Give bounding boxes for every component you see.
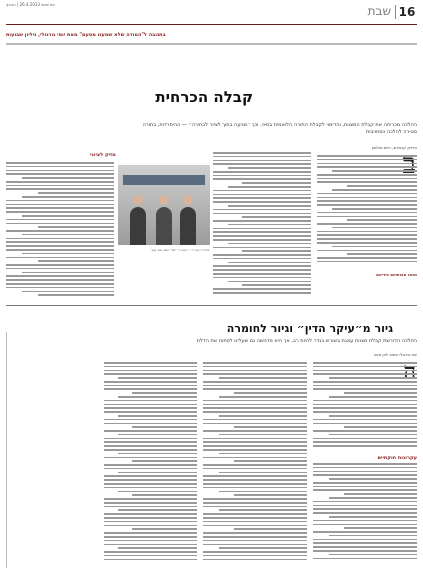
- text-line: [104, 445, 197, 447]
- text-line: [203, 419, 307, 421]
- text-line: [203, 475, 307, 477]
- text-line: [203, 373, 307, 375]
- text-line: [313, 370, 417, 372]
- text-line: [228, 262, 311, 264]
- text-line: [203, 502, 307, 504]
- text-line: [344, 392, 417, 394]
- text-line: [213, 277, 311, 279]
- text-line: [317, 166, 417, 168]
- text-line: [213, 254, 311, 256]
- text-line: [213, 273, 311, 275]
- text-line: [234, 426, 307, 428]
- text-line: [6, 188, 114, 190]
- text-line: [203, 385, 307, 387]
- text-line: [213, 239, 311, 241]
- text-line: [104, 388, 197, 390]
- text-line: [313, 546, 417, 548]
- text-line: [313, 438, 417, 440]
- article1-byline: אייזיק קרמרס, חיים סולמון: [371, 145, 417, 150]
- text-line: [347, 219, 417, 221]
- text-line: [203, 506, 307, 508]
- text-line: [104, 400, 197, 402]
- text-line: [104, 430, 197, 432]
- text-line: [213, 163, 311, 165]
- text-line: [329, 535, 417, 537]
- text-line: [317, 163, 417, 165]
- text-line: [213, 235, 311, 237]
- text-line: [213, 152, 311, 154]
- text-line: [104, 385, 197, 387]
- teaser-rule: [6, 43, 417, 45]
- text-line: [132, 392, 197, 394]
- text-line: [228, 224, 311, 226]
- text-line: [242, 284, 311, 286]
- text-line: [104, 532, 197, 534]
- text-line: [313, 362, 417, 364]
- text-line: [313, 489, 417, 491]
- text-line: [104, 506, 197, 508]
- photo-face: [159, 195, 169, 205]
- top-rule: [6, 24, 417, 25]
- text-line: [6, 211, 114, 213]
- text-line: [213, 220, 311, 222]
- article2-headline: גיור מ״עיקר הדין״ וגיור לחומרה: [226, 322, 393, 335]
- photo-face: [183, 195, 193, 205]
- text-line: [317, 261, 417, 263]
- text-line: [104, 475, 197, 477]
- text-line: [6, 283, 114, 285]
- text-line: [203, 370, 307, 372]
- header-divider: [395, 5, 396, 19]
- text-line: [104, 370, 197, 372]
- text-line: [317, 155, 417, 157]
- text-line: [203, 457, 307, 459]
- teaser-text: בתגובה ל"המודה שלא שמענו מטעם" מאת יוסי גורגולי, גיליון שבועות: [6, 32, 166, 38]
- text-line: [104, 521, 197, 523]
- text-line: [228, 186, 311, 188]
- text-line: [6, 223, 114, 225]
- text-line: [203, 555, 307, 557]
- text-line: [234, 392, 307, 394]
- text-line: [132, 494, 197, 496]
- text-line: [104, 498, 197, 500]
- text-line: [22, 215, 114, 217]
- text-line: [104, 407, 197, 409]
- text-line: [203, 487, 307, 489]
- text-line: [317, 193, 417, 195]
- text-line: [344, 493, 417, 495]
- side-column-label: מזיק לציוני: [90, 152, 116, 158]
- article1-deck: ההלכה מכריחה את קבלת המצוות, והדימוי לקבלת התורה הלאומית בסיני, וכך ״מגיעה בתוך לציור לבחירה״ — ההיפרדות, בתורה סטירה להלכה כמחויבות: [142, 122, 417, 135]
- text-line: [313, 385, 417, 387]
- text-line: [234, 528, 307, 530]
- text-line: [313, 524, 417, 526]
- text-line: [203, 468, 307, 470]
- article2-body-middle: [203, 362, 307, 568]
- text-line: [317, 174, 417, 176]
- text-line: [213, 258, 311, 260]
- text-line: [104, 525, 197, 527]
- article2-body-right-top: [313, 362, 417, 452]
- text-line: [104, 411, 197, 413]
- text-line: [6, 162, 114, 164]
- text-line: [317, 223, 417, 225]
- text-line: [313, 407, 417, 409]
- text-line: [329, 377, 417, 379]
- text-line: [213, 175, 311, 177]
- text-line: [219, 377, 307, 379]
- teaser-bar: [6, 30, 417, 40]
- text-line: [6, 249, 114, 251]
- text-line: [313, 430, 417, 432]
- text-line: [203, 438, 307, 440]
- text-line: [203, 411, 307, 413]
- text-line: [104, 381, 197, 383]
- text-line: [213, 292, 311, 294]
- text-line: [332, 170, 417, 172]
- article2-byline: יוסי גורגולי משיב לבן וזאב: [373, 352, 417, 357]
- text-line: [213, 194, 311, 196]
- text-line: [242, 250, 311, 252]
- text-line: [329, 396, 417, 398]
- text-line: [6, 181, 114, 183]
- text-line: [317, 212, 417, 214]
- text-line: [203, 362, 307, 364]
- text-line: [317, 200, 417, 202]
- text-line: [203, 400, 307, 402]
- text-line: [203, 521, 307, 523]
- text-line: [203, 536, 307, 538]
- text-line: [313, 471, 417, 473]
- text-line: [332, 208, 417, 210]
- text-line: [213, 190, 311, 192]
- text-line: [219, 453, 307, 455]
- text-line: [118, 434, 197, 436]
- text-line: [317, 204, 417, 206]
- text-line: [22, 234, 114, 236]
- text-line: [203, 407, 307, 409]
- text-line: [6, 275, 114, 277]
- text-line: [203, 445, 307, 447]
- text-line: [118, 491, 197, 493]
- text-line: [329, 478, 417, 480]
- text-line: [313, 542, 417, 544]
- text-line: [22, 253, 114, 255]
- text-line: [203, 544, 307, 546]
- article1-headline: קבלה הכרחית: [155, 88, 253, 106]
- text-line: [213, 269, 311, 271]
- text-line: [104, 362, 197, 364]
- section-name: שבת: [367, 4, 391, 18]
- article2-body-left: [104, 362, 197, 568]
- page-number: 16: [398, 5, 416, 19]
- text-line: [313, 400, 417, 402]
- text-line: [203, 551, 307, 553]
- text-line: [6, 287, 114, 289]
- text-line: [329, 554, 417, 556]
- text-line: [6, 230, 114, 232]
- text-line: [6, 204, 114, 206]
- text-line: [332, 189, 417, 191]
- text-line: [317, 234, 417, 236]
- text-line: [203, 532, 307, 534]
- article2-body-right-bottom: [313, 463, 417, 568]
- text-line: [213, 209, 311, 211]
- text-line: [6, 166, 114, 168]
- text-line: [104, 404, 197, 406]
- text-line: [219, 547, 307, 549]
- text-line: [203, 513, 307, 515]
- text-line: [317, 181, 417, 183]
- text-line: [313, 550, 417, 552]
- text-line: [6, 245, 114, 247]
- text-line: [313, 512, 417, 514]
- text-line: [317, 257, 417, 259]
- text-line: [203, 441, 307, 443]
- text-line: [104, 540, 197, 542]
- text-line: [313, 423, 417, 425]
- text-line: [242, 182, 311, 184]
- text-line: [118, 453, 197, 455]
- text-line: [313, 381, 417, 383]
- text-line: [104, 438, 197, 440]
- text-line: [104, 457, 197, 459]
- text-line: [38, 226, 114, 228]
- text-line: [313, 445, 417, 447]
- text-line: [6, 279, 114, 281]
- text-line: [228, 243, 311, 245]
- article-divider: [6, 305, 417, 306]
- text-line: [313, 520, 417, 522]
- text-line: [118, 547, 197, 549]
- text-line: [219, 415, 307, 417]
- text-line: [213, 228, 311, 230]
- text-line: [317, 238, 417, 240]
- text-line: [203, 498, 307, 500]
- text-line: [118, 509, 197, 511]
- text-line: [213, 201, 311, 203]
- text-line: [313, 373, 417, 375]
- text-line: [6, 238, 114, 240]
- text-line: [213, 156, 311, 158]
- text-line: [213, 178, 311, 180]
- text-line: [317, 242, 417, 244]
- text-line: [313, 505, 417, 507]
- text-line: [213, 213, 311, 215]
- text-line: [6, 207, 114, 209]
- side-column-body: [6, 162, 114, 302]
- text-line: [132, 460, 197, 462]
- text-line: [104, 468, 197, 470]
- text-line: [6, 219, 114, 221]
- text-line: [313, 467, 417, 469]
- article1-body-right: [317, 155, 417, 300]
- text-line: [6, 268, 114, 270]
- article1-subhead: מנהג אבותיהם בידיהם: [376, 272, 417, 277]
- text-line: [38, 260, 114, 262]
- article2-subhead: עקרונות חוקתיים: [377, 455, 417, 461]
- text-line: [6, 200, 114, 202]
- text-line: [313, 482, 417, 484]
- photo-caption: חזית ה״אש״ה״ / שאני ר״יזוס״ ושם: סטי עוזר: [150, 248, 210, 252]
- text-line: [203, 479, 307, 481]
- text-line: [118, 396, 197, 398]
- text-line: [329, 434, 417, 436]
- text-line: [104, 479, 197, 481]
- photo-banner: [123, 175, 205, 185]
- text-line: [104, 464, 197, 466]
- text-line: [203, 559, 307, 561]
- text-line: [317, 216, 417, 218]
- text-line: [6, 257, 114, 259]
- text-line: [203, 449, 307, 451]
- text-line: [22, 291, 114, 293]
- text-line: [234, 460, 307, 462]
- text-line: [347, 253, 417, 255]
- text-line: [313, 501, 417, 503]
- text-line: [104, 502, 197, 504]
- text-line: [213, 171, 311, 173]
- text-line: [104, 366, 197, 368]
- text-line: [313, 539, 417, 541]
- photo-person: [180, 207, 196, 245]
- text-line: [344, 527, 417, 529]
- text-line: [203, 540, 307, 542]
- text-line: [203, 423, 307, 425]
- photo-person: [130, 207, 146, 245]
- text-line: [242, 216, 311, 218]
- text-line: [219, 434, 307, 436]
- article2-deck: החלכה הדורשת קבלת מצוות עוגנת בשורש בגדר להיות רב, אך היא מדגישה גם שעלינו לפתוח את הדלת: [196, 338, 417, 344]
- text-line: [213, 160, 311, 162]
- text-line: [344, 426, 417, 428]
- text-line: [313, 366, 417, 368]
- text-line: [118, 472, 197, 474]
- photo-person: [156, 207, 172, 245]
- text-line: [22, 272, 114, 274]
- text-line: [132, 426, 197, 428]
- text-line: [118, 415, 197, 417]
- text-line: [313, 388, 417, 390]
- text-line: [104, 419, 197, 421]
- text-line: [203, 517, 307, 519]
- text-line: [213, 247, 311, 249]
- article1-body-middle: [213, 152, 311, 302]
- text-line: [203, 464, 307, 466]
- text-line: [329, 497, 417, 499]
- text-line: [38, 192, 114, 194]
- text-line: [38, 294, 114, 296]
- text-line: [213, 265, 311, 267]
- text-line: [313, 463, 417, 465]
- article-photo: [118, 165, 210, 245]
- running-head: יום שישי 26.4.2013 | הארץ: [6, 2, 55, 7]
- text-line: [313, 411, 417, 413]
- text-line: [104, 449, 197, 451]
- text-line: [203, 381, 307, 383]
- text-line: [332, 246, 417, 248]
- text-line: [22, 196, 114, 198]
- text-line: [234, 494, 307, 496]
- text-line: [329, 516, 417, 518]
- text-line: [6, 185, 114, 187]
- text-line: [22, 177, 114, 179]
- text-line: [104, 441, 197, 443]
- text-line: [329, 415, 417, 417]
- text-line: [317, 231, 417, 233]
- text-line: [104, 536, 197, 538]
- text-line: [104, 513, 197, 515]
- text-line: [213, 231, 311, 233]
- text-line: [203, 525, 307, 527]
- text-line: [332, 227, 417, 229]
- text-line: [104, 559, 197, 561]
- text-line: [203, 366, 307, 368]
- text-line: [313, 558, 417, 560]
- text-line: [104, 544, 197, 546]
- text-line: [313, 404, 417, 406]
- text-line: [317, 250, 417, 252]
- text-line: [213, 197, 311, 199]
- text-line: [347, 185, 417, 187]
- text-line: [317, 159, 417, 161]
- text-line: [313, 441, 417, 443]
- text-line: [219, 472, 307, 474]
- text-line: [203, 404, 307, 406]
- text-line: [104, 551, 197, 553]
- text-line: [6, 241, 114, 243]
- text-line: [317, 178, 417, 180]
- text-line: [219, 396, 307, 398]
- text-line: [228, 167, 311, 169]
- text-line: [228, 281, 311, 283]
- text-line: [313, 486, 417, 488]
- text-line: [104, 423, 197, 425]
- text-line: [118, 377, 197, 379]
- text-line: [104, 555, 197, 557]
- photo-face: [133, 195, 143, 205]
- text-line: [203, 430, 307, 432]
- text-line: [313, 419, 417, 421]
- text-line: [317, 197, 417, 199]
- text-line: [6, 173, 114, 175]
- text-line: [313, 531, 417, 533]
- text-line: [203, 483, 307, 485]
- article2-side-box: [6, 332, 97, 568]
- text-line: [219, 509, 307, 511]
- text-line: [313, 474, 417, 476]
- text-line: [104, 373, 197, 375]
- text-line: [104, 517, 197, 519]
- text-line: [6, 170, 114, 172]
- text-line: [228, 205, 311, 207]
- text-line: [203, 388, 307, 390]
- text-line: [132, 528, 197, 530]
- text-line: [104, 487, 197, 489]
- text-line: [313, 508, 417, 510]
- text-line: [213, 288, 311, 290]
- text-line: [6, 264, 114, 266]
- text-line: [104, 483, 197, 485]
- text-line: [219, 491, 307, 493]
